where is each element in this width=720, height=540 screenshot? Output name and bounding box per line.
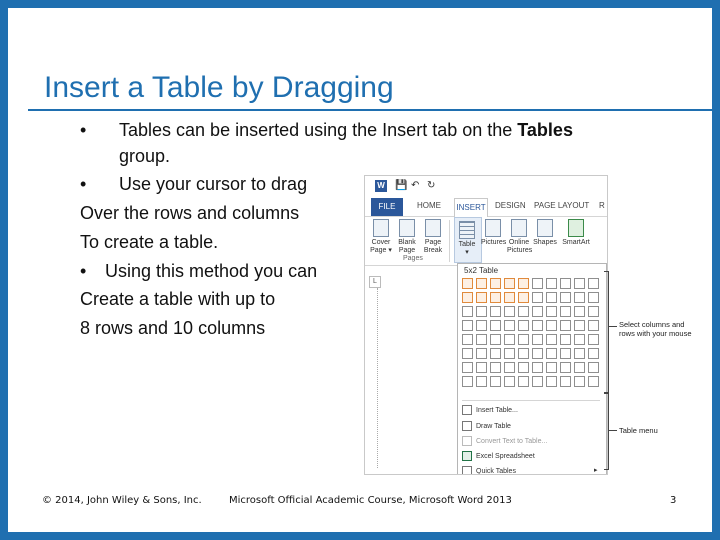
vertical-ruler (377, 288, 379, 468)
grid-cell[interactable] (574, 278, 585, 289)
grid-cell[interactable] (588, 334, 599, 345)
shapes-button[interactable] (533, 219, 557, 247)
body-line: 8 rows and 10 columns (80, 318, 266, 338)
slide (8, 8, 712, 532)
callout-leader (609, 430, 617, 431)
undo-icon[interactable]: ↶ (411, 180, 420, 191)
grid-cell[interactable] (476, 320, 487, 331)
grid-cell[interactable] (504, 362, 515, 373)
shapes-label: Shapes (533, 239, 557, 246)
grid-cell[interactable] (518, 376, 529, 387)
cover-page-button[interactable] (369, 219, 393, 255)
bullet-marker: • (80, 261, 87, 281)
tab-file[interactable]: FILE (371, 198, 403, 216)
grid-cell[interactable] (546, 320, 557, 331)
quick-access-toolbar (365, 176, 607, 198)
tab-insert[interactable]: INSERT (454, 198, 488, 218)
menu-item-label: Insert Table... (476, 406, 518, 414)
grid-cell[interactable] (490, 334, 501, 345)
grid-cell[interactable] (518, 292, 529, 303)
footer-copyright: © 2014, John Wiley & Sons, Inc. (42, 495, 202, 506)
grid-cell[interactable] (532, 334, 543, 345)
grid-cell[interactable] (574, 334, 585, 345)
grid-cell[interactable] (560, 306, 571, 317)
grid-cell[interactable] (504, 278, 515, 289)
body-line: Create a table with up to (80, 289, 276, 309)
grid-cell[interactable] (490, 320, 501, 331)
grid-cell[interactable] (560, 320, 571, 331)
grid-cell[interactable] (504, 320, 515, 331)
grid-cell[interactable] (588, 362, 599, 373)
menu-item-draw-table[interactable] (462, 421, 511, 431)
table-size-label: 5x2 Table (464, 266, 499, 275)
grid-cell[interactable] (574, 292, 585, 303)
grid-cell[interactable] (532, 348, 543, 359)
word-screenshot (364, 175, 608, 475)
slide-number: 3 (670, 495, 677, 506)
online-pictures-icon (511, 219, 527, 237)
blank-page-label: Blank (398, 239, 416, 246)
grid-cell[interactable] (546, 334, 557, 345)
grid-cell[interactable] (588, 376, 599, 387)
grid-cell[interactable] (462, 362, 473, 373)
grid-cell[interactable] (532, 278, 543, 289)
grid-cell[interactable] (476, 362, 487, 373)
grid-cell[interactable] (462, 376, 473, 387)
grid-cell[interactable] (560, 292, 571, 303)
slide-title: Insert a Table by Dragging (44, 71, 394, 104)
body-line: To create a table. (80, 232, 219, 252)
draw-table-icon (462, 421, 472, 431)
grid-cell[interactable] (588, 320, 599, 331)
grid-bracket (604, 271, 609, 393)
table-icon (459, 221, 475, 239)
menu-item-label: Draw Table (476, 422, 511, 430)
blank-page-button[interactable] (395, 219, 419, 255)
grid-callout-line: Select columns and (619, 320, 685, 329)
tab-page-layout[interactable]: PAGE LAYOUT (534, 201, 590, 210)
menu-item-convert-text (462, 436, 547, 446)
page-break-button[interactable] (421, 219, 445, 255)
body-line: Over the rows and columns (80, 203, 300, 223)
grid-cell[interactable] (546, 306, 557, 317)
online-pictures-label: Pictures (507, 247, 533, 254)
grid-cell[interactable] (518, 362, 529, 373)
grid-cell[interactable] (574, 376, 585, 387)
menu-item-excel-spreadsheet[interactable] (462, 451, 535, 461)
grid-cell[interactable] (588, 306, 599, 317)
grid-cell[interactable] (504, 376, 515, 387)
grid-cell[interactable] (490, 306, 501, 317)
save-icon[interactable]: 💾 (395, 180, 408, 191)
grid-cell[interactable] (490, 376, 501, 387)
menu-bracket (604, 393, 609, 470)
menu-item-insert-table[interactable] (462, 405, 518, 415)
blank-page-label: Page (398, 247, 416, 254)
bullet-1-line-2: group. (119, 146, 171, 166)
grid-cell[interactable] (476, 334, 487, 345)
cover-page-label: Page ▾ (370, 247, 392, 254)
page-break-icon (425, 219, 441, 237)
grid-cell[interactable] (574, 306, 585, 317)
bullet-marker: • (80, 174, 87, 194)
bullet-2-text: Use your cursor to drag (119, 174, 308, 194)
grid-cell[interactable] (560, 376, 571, 387)
grid-cell[interactable] (546, 348, 557, 359)
grid-cell[interactable] (518, 348, 529, 359)
grid-cell[interactable] (546, 278, 557, 289)
smartart-button[interactable] (561, 219, 591, 247)
menu-callout: Table menu (619, 426, 658, 435)
group-label-pages: Pages (403, 255, 423, 262)
insert-table-icon (462, 405, 472, 415)
menu-item-label: Quick Tables (476, 467, 516, 475)
grid-cell[interactable] (490, 362, 501, 373)
menu-item-label: Excel Spreadsheet (476, 452, 535, 460)
bullet-1-line-1 (119, 120, 573, 141)
pictures-icon (485, 219, 501, 237)
grid-cell[interactable] (476, 376, 487, 387)
tab-design[interactable]: DESIGN (495, 201, 526, 210)
grid-cell[interactable] (588, 278, 599, 289)
grid-cell[interactable] (546, 376, 557, 387)
insert-table-dropdown (457, 263, 607, 475)
grid-cell[interactable] (574, 320, 585, 331)
grid-cell[interactable] (462, 278, 473, 289)
grid-cell[interactable] (504, 306, 515, 317)
bullet-1-bold-text: Tables (517, 120, 573, 140)
convert-text-icon (462, 436, 472, 446)
grid-cell[interactable] (560, 362, 571, 373)
submenu-arrow-icon: ▸ (594, 467, 598, 474)
grid-cell[interactable] (532, 306, 543, 317)
grid-cell[interactable] (574, 348, 585, 359)
grid-cell[interactable] (490, 278, 501, 289)
excel-icon (462, 451, 472, 461)
table-size-grid[interactable] (462, 278, 600, 396)
grid-cell[interactable] (490, 292, 501, 303)
quick-tables-icon (462, 466, 472, 475)
smartart-label: SmartArt (562, 239, 590, 246)
online-pictures-button[interactable] (507, 219, 531, 255)
table-button[interactable] (454, 217, 482, 263)
grid-cell[interactable] (532, 376, 543, 387)
blank-page-icon (399, 219, 415, 237)
grid-cell[interactable] (560, 334, 571, 345)
grid-cell[interactable] (532, 292, 543, 303)
menu-divider (462, 400, 600, 401)
grid-cell[interactable] (518, 334, 529, 345)
grid-cell[interactable] (560, 278, 571, 289)
online-pictures-label: Online (508, 239, 530, 246)
callout-leader (609, 326, 617, 327)
grid-cell[interactable] (518, 306, 529, 317)
menu-item-label: Convert Text to Table... (476, 437, 548, 445)
table-button-content (455, 221, 479, 257)
grid-cell[interactable] (490, 348, 501, 359)
grid-callout-line: rows with your mouse (619, 329, 692, 338)
grid-cell[interactable] (462, 348, 473, 359)
grid-cell[interactable] (462, 320, 473, 331)
bullet-3-text: Using this method you can (105, 261, 318, 281)
cover-page-icon (373, 219, 389, 237)
grid-cell[interactable] (546, 362, 557, 373)
bullet-1-text: Tables can be inserted using the Insert tab on the (119, 120, 518, 140)
footer-course: Microsoft Official Academic Course, Microsoft Word 2013 (229, 495, 512, 506)
ribbon-separator (449, 220, 450, 262)
grid-cell[interactable] (546, 292, 557, 303)
pictures-label: Pictures (481, 239, 507, 246)
grid-cell[interactable] (476, 348, 487, 359)
grid-cell[interactable] (476, 278, 487, 289)
grid-cell[interactable] (504, 334, 515, 345)
ribbon-illustrations (481, 217, 607, 265)
grid-cell[interactable] (476, 292, 487, 303)
pictures-button[interactable] (481, 219, 505, 247)
grid-cell[interactable] (518, 278, 529, 289)
grid-cell[interactable] (476, 306, 487, 317)
grid-cell[interactable] (588, 292, 599, 303)
redo-icon[interactable]: ↻ (427, 180, 436, 191)
tab-home[interactable]: HOME (417, 201, 441, 210)
grid-callout (619, 320, 692, 338)
grid-cell[interactable] (518, 320, 529, 331)
grid-cell[interactable] (462, 292, 473, 303)
title-divider (28, 109, 712, 111)
grid-cell[interactable] (504, 348, 515, 359)
grid-cell[interactable] (462, 334, 473, 345)
grid-cell[interactable] (574, 362, 585, 373)
bullet-marker: • (80, 120, 87, 140)
menu-item-quick-tables[interactable] (462, 466, 598, 475)
grid-cell[interactable] (504, 292, 515, 303)
word-app-icon: W (375, 180, 387, 192)
page-break-label: Break (423, 247, 443, 254)
table-label: Table (458, 241, 476, 248)
chevron-down-icon: ▾ (465, 249, 469, 256)
tab-more[interactable]: R (599, 201, 605, 210)
grid-cell[interactable] (588, 348, 599, 359)
tab-stop-selector[interactable]: L (369, 276, 381, 288)
grid-cell[interactable] (532, 320, 543, 331)
page-break-label: Page (424, 239, 442, 246)
grid-cell[interactable] (532, 362, 543, 373)
shapes-icon (537, 219, 553, 237)
smartart-icon (568, 219, 584, 237)
grid-cell[interactable] (462, 306, 473, 317)
grid-cell[interactable] (560, 348, 571, 359)
cover-page-label: Cover (371, 239, 391, 246)
